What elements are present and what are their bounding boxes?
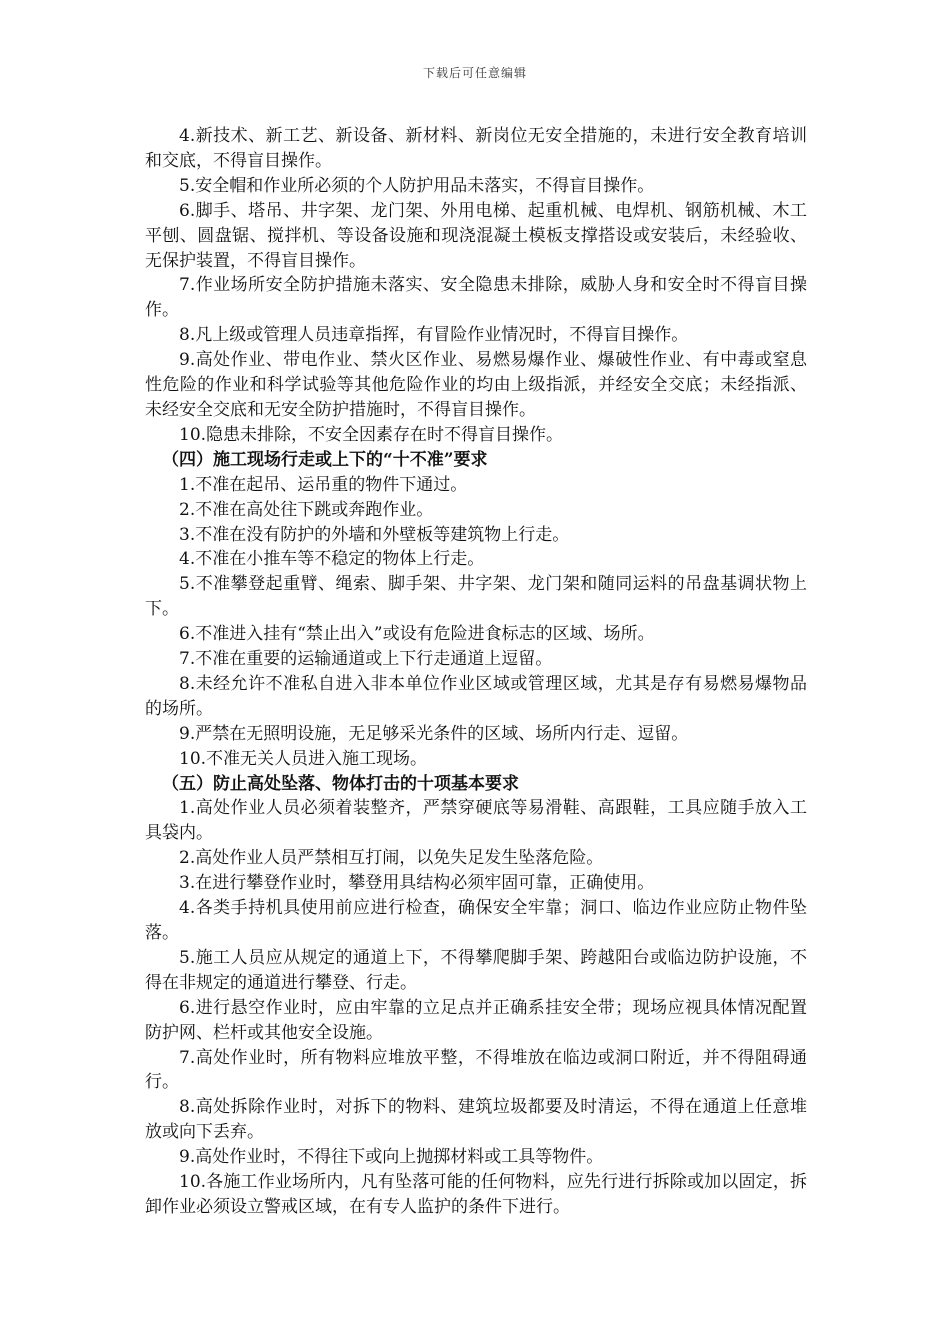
list-item: 8.凡上级或管理人员违章指挥，有冒险作业情况时，不得盲目操作。 <box>179 325 689 346</box>
list-item: 6.脚手、塔吊、井字架、龙门架、外用电梯、起重机械、电焊机、钢筋机械、木工平刨、圆盘锯、搅拌机、等设备设施和现浇混凝土模板支撑搭设或安装后，未经验收、无保护装置，不得盲目操作。 <box>145 200 807 271</box>
list-item: 5.不准攀登起重臂、绳索、脚手架、井字架、龙门架和随同运料的吊盘基调状物上下。 <box>145 574 807 620</box>
list-item: 10.不准无关人员进入施工现场。 <box>179 748 428 769</box>
list-item: 9.高处作业、带电作业、禁火区作业、易燃易爆作业、爆破性作业、有中毒或窒息性危险的作业和科学试验等其他危险作业的均由上级指派，并经安全交底；未经指派、未经安全交底和无安全防护措施时，不得盲目操作。 <box>145 350 807 420</box>
list-item: 5.安全帽和作业所必须的个人防护用品未落实，不得盲目操作。 <box>179 175 655 196</box>
section-heading: （四）施工现场行走或上下的“十不准”要求 <box>162 449 488 470</box>
document-body <box>145 124 807 1220</box>
list-item: 9.严禁在无照明设施，无足够采光条件的区域、场所内行走、逗留。 <box>179 723 689 744</box>
list-item: 7.不准在重要的运输通道或上下行走通道上逗留。 <box>179 649 553 670</box>
list-item: 10.各施工作业场所内，凡有坠落可能的任何物料，应先行进行拆除或加以固定，拆卸作业必须设立警戒区域，在有专人监护的条件下进行。 <box>145 1172 807 1217</box>
list-item: 6.不准进入挂有“禁止出入”或设有危险进食标志的区域、场所。 <box>179 624 655 645</box>
list-item: 2.不准在高处往下跳或奔跑作业。 <box>179 499 434 520</box>
list-item: 4.新技术、新工艺、新设备、新材料、新岗位无安全措施的，未进行安全教育培训和交底，不得盲目操作。 <box>145 126 807 171</box>
list-item: 7.高处作业时，所有物料应堆放平整，不得堆放在临边或洞口附近，并不得阻碍通行。 <box>145 1047 807 1093</box>
list-item: 2.高处作业人员严禁相互打闹，以免失足发生坠落危险。 <box>179 848 604 869</box>
list-item: 4.不准在小推车等不稳定的物体上行走。 <box>179 549 485 570</box>
list-item: 8.未经允许不准私自进入非本单位作业区域或管理区域，尤其是存有易燃易爆物品的场所。 <box>145 673 807 719</box>
list-item: 10.隐患未排除，不安全因素存在时不得盲目操作。 <box>179 424 564 445</box>
list-item: 3.不准在没有防护的外墙和外壁板等建筑物上行走。 <box>179 524 570 545</box>
list-item: 4.各类手持机具使用前应进行检查，确保安全牢靠；洞口、临边作业应防止物件坠落。 <box>145 898 807 943</box>
list-item: 1.高处作业人员必须着装整齐，严禁穿硬底等易滑鞋、高跟鞋，工具应随手放入工具袋内。 <box>145 798 807 844</box>
list-item: 7.作业场所安全防护措施未落实、安全隐患未排除，威胁人身和安全时不得盲目操作。 <box>145 275 807 321</box>
list-item: 6.进行悬空作业时，应由牢靠的立足点并正确系挂安全带；现场应视具体情况配置防护网、栏杆或其他安全设施。 <box>145 997 807 1043</box>
section-heading: （五）防止高处坠落、物体打击的十项基本要求 <box>162 773 519 794</box>
list-item: 3.在进行攀登作业时，攀登用具结构必须牢固可靠，正确使用。 <box>179 873 655 894</box>
page-header-note: 下载后可任意编辑 <box>422 66 527 80</box>
list-item: 5.施工人员应从规定的通道上下，不得攀爬脚手架、跨越阳台或临边防护设施，不得在非规定的通道进行攀登、行走。 <box>145 947 807 993</box>
list-item: 1.不准在起吊、运吊重的物件下通过。 <box>179 474 468 495</box>
list-item: 8.高处拆除作业时，对拆下的物料、建筑垃圾都要及时清运，不得在通道上任意堆放或向下丢弃。 <box>145 1097 807 1143</box>
list-item: 9.高处作业时，不得往下或向上抛掷材料或工具等物件。 <box>179 1147 604 1168</box>
